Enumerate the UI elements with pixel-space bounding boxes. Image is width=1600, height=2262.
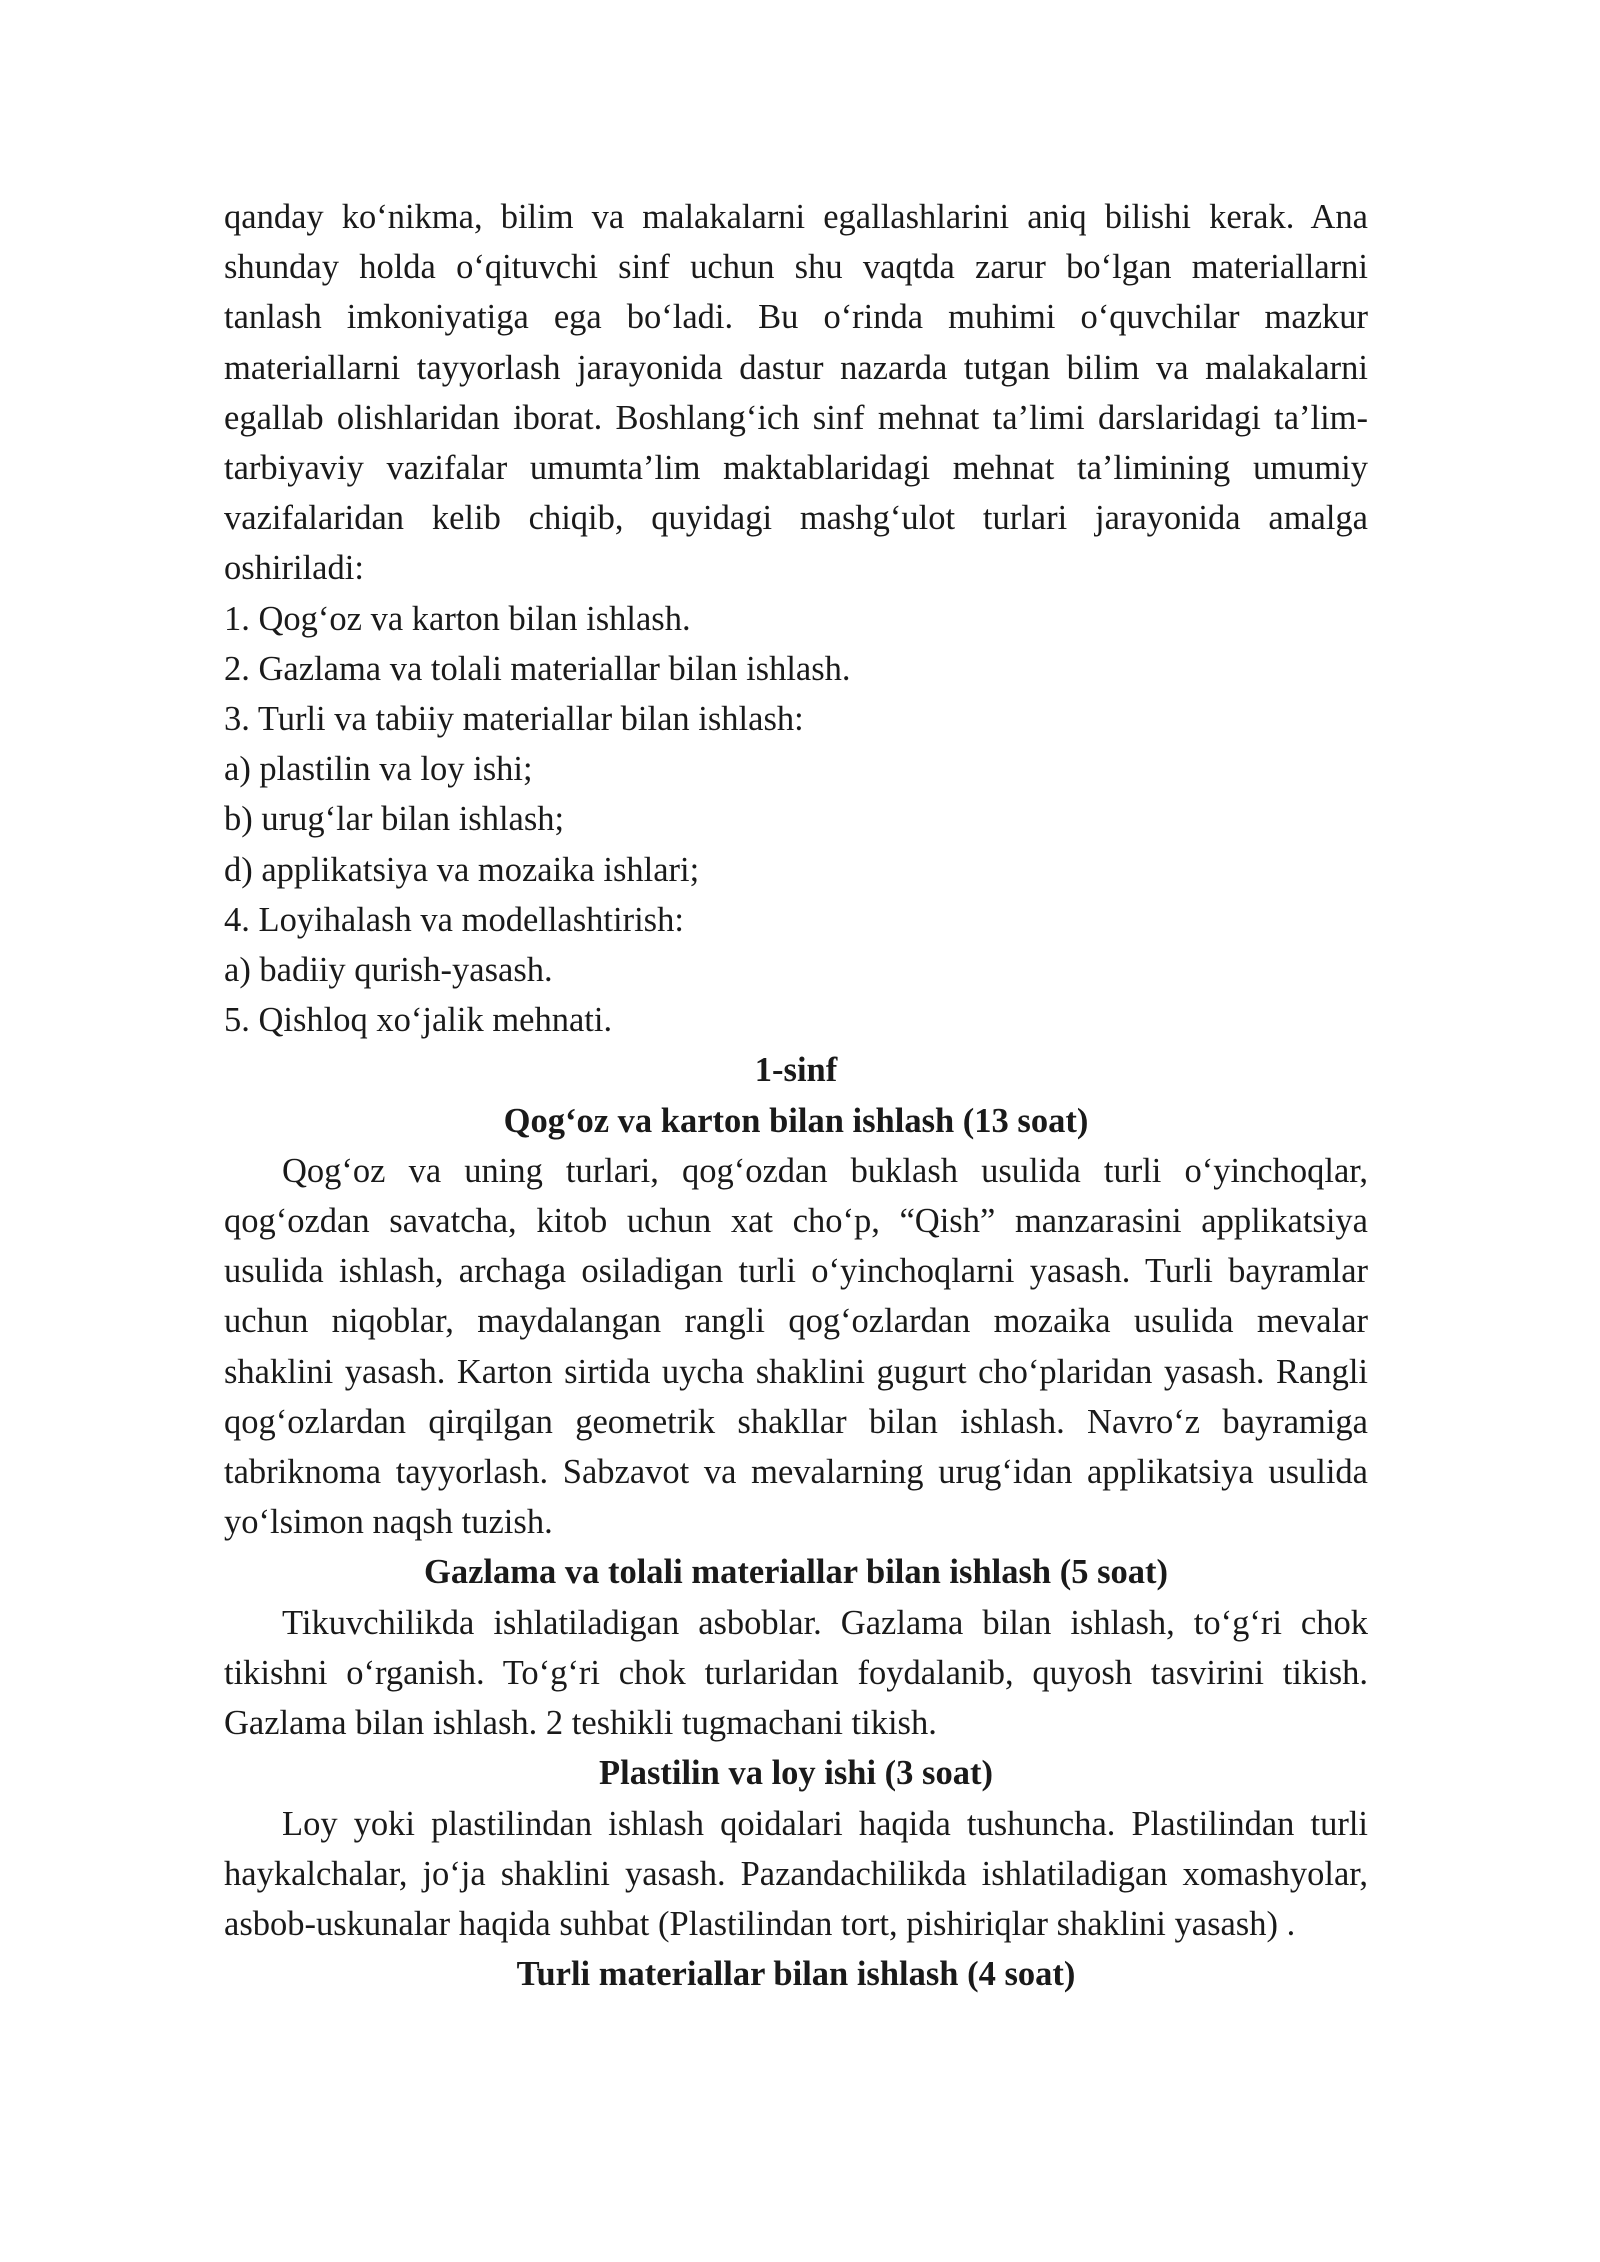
section-text-clay: Loy yoki plastilindan ishlash qoidalari haqida tushuncha. Plastilindan turli haykalchalar, jo‘ja shaklini yasash. Pazandachilikda ishlatiladigan xomashyolar, asbob-uskunalar haqida suhbat (Plastilindan tort, pishiriqlar shaklini yasash) . [224, 1804, 1368, 1943]
intro-paragraph: qanday ko‘nikma, bilim va malakalarni egallashlarini aniq bilishi kerak. Ana shunday holda o‘qituvchi sinf uchun shu vaqtda zarur bo‘lgan materiallarni tanlash imkoniyatiga ega bo‘ladi. Bu o‘rinda muhimi o‘quvchilar mazkur materiallarni tayyorlash jarayonida dastur nazarda tutgan bilim va malakalarni egallab olishlaridan iborat. Boshlang‘ich sinf mehnat ta’limi darslaridagi ta’lim-tarbiyaviy vazifalar umumta’lim maktablaridagi mehnat ta’limining umumiy vazifalaridan kelib chiqib, quyidagi mashg‘ulot turlari jarayonida amalga oshiriladi: [224, 198, 1368, 588]
list-item: a) plastilin va loy ishi; [224, 750, 533, 789]
section-heading-fabric: Gazlama va tolali materiallar bilan ishlash (5 soat) [424, 1553, 1168, 1592]
section-heading-various-materials: Turli materiallar bilan ishlash (4 soat) [516, 1955, 1076, 1994]
section-heading-clay: Plastilin va loy ishi (3 soat) [599, 1754, 993, 1793]
list-item: b) urug‘lar bilan ishlash; [224, 800, 565, 839]
list-item: a) badiiy qurish-yasash. [224, 951, 553, 990]
section-heading-paper-cardboard: Qog‘oz va karton bilan ishlash (13 soat) [503, 1101, 1089, 1140]
document-body [224, 192, 1368, 1999]
list-item: 1. Qog‘oz va karton bilan ishlash. [224, 599, 691, 638]
list-item: 3. Turli va tabiiy materiallar bilan ishlash: [224, 700, 804, 739]
list-item: 2. Gazlama va tolali materiallar bilan ishlash. [224, 649, 851, 688]
list-item: d) applikatsiya va mozaika ishlari; [224, 850, 700, 889]
list-item: 4. Loyihalash va modellashtirish: [224, 900, 684, 939]
section-text-fabric: Tikuvchilikda ishlatiladigan asboblar. Gazlama bilan ishlash, to‘g‘ri chok tikishni o‘rganish. To‘g‘ri chok turlaridan foydalanib, quyosh tasvirini tikish. Gazlama bilan ishlash. 2 teshikli tugmachani tikish. [224, 1603, 1368, 1743]
section-text-paper-cardboard: Qog‘oz va uning turlari, qog‘ozdan buklash usulida turli o‘yinchoqlar, qog‘ozdan savatcha, kitob uchun xat cho‘p, “Qish” manzarasini applikatsiya usulida ishlash, archaga osiladigan turli o‘yinchoqlarni yasash. Turli bayramlar uchun niqoblar, maydalangan rangli qog‘ozlardan mozaika usulida mevalar shaklini yasash. Karton sirtida uycha shaklini gugurt cho‘plaridan yasash. Rangli qog‘ozlardan qirqilgan geometrik shakllar bilan ishlash. Navro‘z bayramiga tabriknoma tayyorlash. Sabzavot va mevalarning urug‘idan applikatsiya usulida yo‘lsimon naqsh tuzish. [224, 1151, 1368, 1542]
activity-list [224, 594, 1368, 1046]
grade-heading: 1-sinf [754, 1051, 838, 1090]
list-item: 5. Qishloq xo‘jalik mehnati. [224, 1001, 613, 1040]
